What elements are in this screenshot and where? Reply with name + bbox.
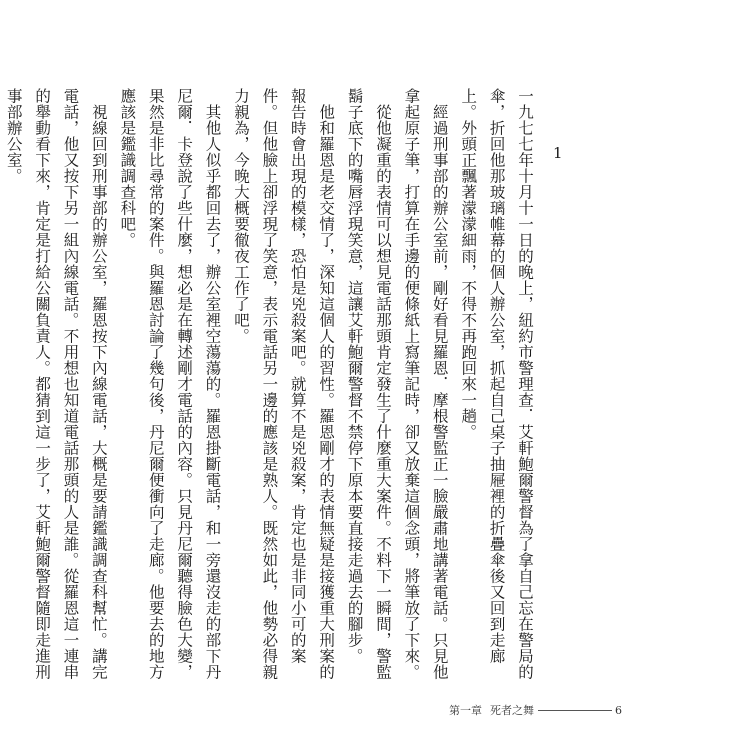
footer-section-title: 死者之舞 <box>490 704 534 717</box>
chapter-number: 1 <box>553 144 563 162</box>
body-text <box>4 88 539 688</box>
paragraph-6: 視線回到刑事部的辦公室，羅恩按下內線電話，大概是要請鑑識調查科幫忙。講完電話，他又按下另一組內線電話。不用想也知道電話那頭的人是誰。從羅恩這一連串的舉動看下來，肯定是打給公關負責人。都猜到這一步了，艾軒鮑爾警督隨即走進刑事部辦公室。 <box>4 88 108 680</box>
paragraph-5: 其他人似乎都回去了，辦公室裡空蕩蕩的。羅恩掛斷電話，和一旁還沒走的部下丹尼爾．卡登說了些什麼，想必是在轉述剛才電話的內容。只見丹尼爾聽得臉色大變，果然是非比尋常的案件。與羅恩討論了幾句後，丹尼爾便衝向了走廊。他要去的地方應該是鑑識調查科吧。 <box>118 88 222 680</box>
page-footer <box>449 705 622 716</box>
footer-chapter-label: 第一章 <box>449 704 482 717</box>
paragraph-1: 一九七七年十月十一日的晚上，紐約市警理查．艾軒鮑爾警督為了拿自己忘在警局的傘，折回他那玻璃帷幕的個人辦公室，抓起自己桌子抽屜裡的折疊傘後又回到走廊上。外頭正飄著濛濛細雨，不得不再跑回來一趟。 <box>459 88 534 680</box>
paragraph-4: 他和羅恩是老交情了，深知這個人的習性。羅恩剛才的表情無疑是接獲重大刑案的報告時會出現的模樣，恐怕是兇殺案吧。就算不是兇殺案，肯定也是非同小可的案件。但他臉上卻浮現了笑意，表示電話另一邊的應該是熟人。既然如此，他勢必得親力親為，今晚大概要徹夜工作了吧。 <box>231 88 336 680</box>
page-number: 6 <box>615 704 622 717</box>
paragraph-3: 從他凝重的表情可以想見電話那頭肯定發生了什麼重大案件。不料下一瞬間，警監鬍子底下的嘴唇浮現笑意，這讓艾軒鮑爾警督不禁停下原本要直接走過去的腳步。 <box>345 88 392 680</box>
paragraph-2: 經過刑事部的辦公室前，剛好看見羅恩．摩根警監正一臉嚴肅地講著電話。只見他拿起原子筆，打算在手邊的便條紙上寫筆記時，卻又放棄這個念頭，將筆放了下來。 <box>402 88 449 680</box>
footer-rule <box>538 710 612 711</box>
